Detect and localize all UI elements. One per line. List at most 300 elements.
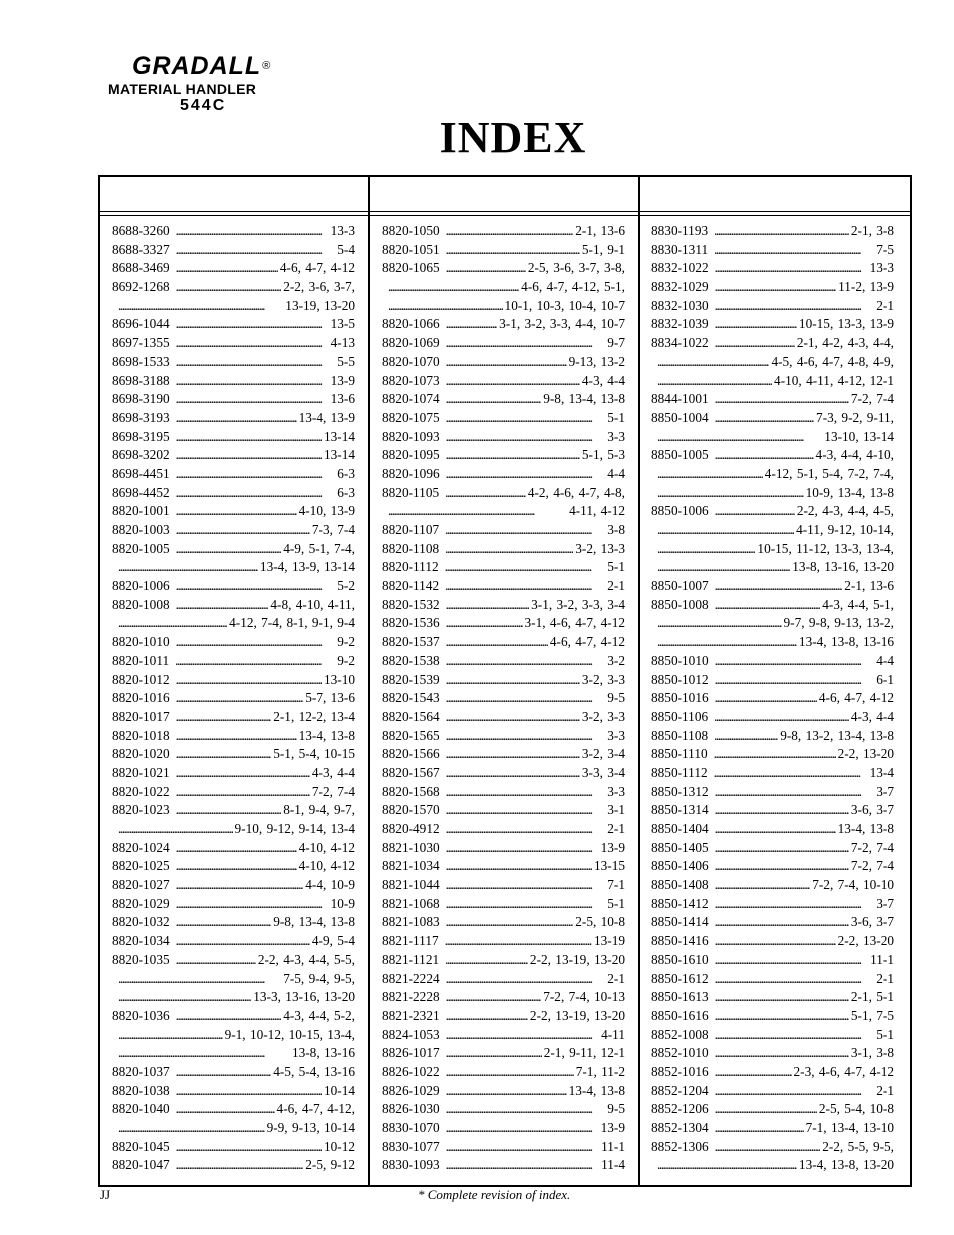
page-references: 4-4	[876, 652, 894, 668]
dot-leader	[446, 652, 606, 671]
dot-leader	[176, 895, 329, 914]
part-number: 8688-3469	[112, 260, 170, 276]
page-references: 3-2, 3-3	[581, 708, 625, 724]
registered-mark: ®	[262, 60, 272, 72]
part-number: 8850-1406	[651, 858, 709, 874]
index-entry	[382, 222, 625, 241]
index-entry	[382, 241, 625, 260]
part-number: 8830-1193	[651, 223, 709, 238]
dot-leader	[715, 1119, 804, 1138]
dot-leader	[715, 1063, 792, 1082]
page-references: 2-2, 13-20	[837, 933, 894, 949]
index-entry	[651, 353, 894, 372]
dot-leader	[715, 839, 849, 858]
dot-leader	[446, 783, 606, 802]
part-number: 8850-1314	[651, 802, 709, 818]
dot-leader	[176, 540, 282, 559]
page-references: 9-1, 10-12, 10-15, 13-4,	[224, 1026, 355, 1042]
index-entry	[651, 895, 894, 914]
part-number: 8850-1416	[651, 933, 709, 949]
dot-leader	[446, 820, 606, 839]
part-number: 8850-1414	[651, 914, 709, 930]
part-number: 8820-1543	[382, 690, 440, 706]
page-references: 3-2, 3-3	[581, 671, 625, 687]
index-entry	[112, 614, 355, 633]
dot-leader	[715, 334, 795, 353]
dot-leader	[446, 1044, 542, 1063]
page-references: 4-6, 4-7, 4-12	[549, 634, 625, 650]
page-references: 2-5, 10-8	[575, 914, 625, 930]
part-number: 8820-1108	[382, 540, 440, 556]
page-references: 3-8	[607, 522, 625, 537]
index-entry	[112, 1026, 355, 1045]
part-number: 8852-1008	[651, 1026, 709, 1042]
index-entry	[112, 652, 355, 671]
page-references: 13-4, 13-8, 13-16	[798, 634, 894, 650]
part-number: 8844-1001	[651, 391, 709, 407]
dot-leader	[176, 745, 272, 764]
part-number: 8820-1539	[382, 671, 440, 687]
page-references: 4-12, 5-1, 5-4, 7-2, 7-4,	[764, 465, 894, 481]
part-number: 8834-1022	[651, 335, 709, 351]
page-references: 7-2, 7-4, 10-10	[812, 877, 894, 893]
dot-leader	[715, 259, 868, 278]
part-number: 8850-1012	[651, 671, 709, 687]
index-entry	[651, 970, 894, 989]
dot-leader	[446, 708, 580, 727]
part-number: 8820-1051	[382, 241, 440, 257]
part-number: 8820-1016	[112, 690, 170, 706]
page-references: 4-3, 4-4, 5-1,	[822, 596, 894, 612]
dot-leader	[176, 1100, 275, 1119]
page-references: 13-8, 13-16	[291, 1045, 355, 1061]
part-number: 8852-1010	[651, 1045, 709, 1061]
index-entry	[112, 689, 355, 708]
page-references: 7-1, 13-4, 13-10	[805, 1120, 894, 1135]
page-references: 3-7	[876, 783, 894, 799]
page-references: 4-13	[330, 335, 355, 351]
page-references: 4-11, 4-12	[569, 503, 625, 519]
page-references: 4-6, 4-7, 4-12	[818, 690, 894, 706]
page-references: 9-8, 13-2, 13-4, 13-8	[780, 727, 894, 743]
page-references: 5-4	[337, 241, 355, 257]
index-entry	[382, 278, 625, 297]
part-number: 8850-1016	[651, 690, 709, 706]
dot-leader	[176, 727, 297, 746]
index-entry	[112, 596, 355, 615]
page-references: 5-1, 9-1	[581, 241, 625, 257]
index-entry	[651, 241, 894, 260]
dot-leader	[176, 577, 336, 596]
page-references: 9-2	[337, 634, 355, 650]
index-entry	[382, 1082, 625, 1101]
page-references: 4-10, 4-12	[298, 858, 355, 874]
part-number: 8820-1003	[112, 522, 170, 537]
dot-leader	[176, 764, 310, 783]
page-references: 13-3	[330, 223, 355, 238]
dot-leader	[176, 428, 322, 447]
index-entry	[651, 428, 894, 447]
dot-leader	[715, 671, 875, 690]
dot-leader	[446, 1100, 606, 1119]
page-references: 2-2, 5-5, 9-5,	[822, 1138, 894, 1154]
page-references: 2-1	[876, 1082, 894, 1098]
dot-leader	[714, 708, 849, 727]
index-entry	[112, 820, 355, 839]
page-references: 4-4, 10-9	[305, 877, 355, 893]
page-references: 2-5, 9-12	[305, 1157, 355, 1173]
part-number: 8850-1106	[651, 708, 709, 724]
page-references: 13-4, 13-8	[837, 821, 894, 836]
page-references: 2-1, 9-11, 12-1	[543, 1045, 625, 1061]
index-column-2	[382, 222, 625, 1175]
dot-leader	[715, 297, 875, 316]
index-entry	[651, 1082, 894, 1101]
part-number: 8820-1021	[112, 764, 170, 780]
index-entry	[112, 671, 355, 690]
index-entry	[112, 1119, 355, 1138]
page-references: 2-1	[607, 970, 625, 986]
part-number: 8850-1010	[651, 652, 709, 668]
index-entry	[651, 633, 894, 652]
part-number: 8830-1070	[382, 1120, 440, 1135]
index-entry	[382, 1026, 625, 1045]
page-references: 3-6, 3-7	[850, 802, 894, 818]
dot-leader	[715, 801, 849, 820]
part-number: 8832-1022	[651, 260, 709, 276]
dot-leader	[446, 801, 606, 820]
page-references: 4-5, 4-6, 4-7, 4-8, 4-9,	[771, 353, 894, 369]
index-entry	[382, 820, 625, 839]
index-entry	[382, 540, 625, 559]
index-entry	[651, 689, 894, 708]
page-references: 13-4, 13-8	[298, 727, 355, 743]
dot-leader	[446, 315, 498, 334]
part-number: 8692-1268	[112, 279, 170, 295]
page-references: 8-1, 9-4, 9-7,	[283, 802, 355, 818]
page-references: 4-10, 13-9	[298, 503, 355, 519]
index-entry	[382, 353, 625, 372]
page-references: 9-10, 9-12, 9-14, 13-4	[234, 821, 355, 836]
part-number: 8850-1312	[651, 783, 709, 799]
part-number: 8820-1069	[382, 335, 440, 351]
index-entry	[112, 783, 355, 802]
part-number: 8820-1532	[382, 596, 440, 612]
page-references: 4-11	[601, 1026, 625, 1042]
index-entry	[651, 932, 894, 951]
page-references: 13-9	[600, 839, 625, 855]
page-references: 3-2, 3-4	[581, 746, 625, 762]
dot-leader	[176, 689, 304, 708]
part-number: 8821-2224	[382, 970, 440, 986]
part-number: 8850-1612	[651, 970, 709, 986]
dot-leader	[176, 521, 310, 540]
dot-leader	[176, 334, 329, 353]
page-references: 4-3, 4-4, 4-10,	[815, 447, 894, 463]
index-entry	[112, 409, 355, 428]
index-entry	[651, 801, 894, 820]
dot-leader	[446, 334, 606, 353]
dot-leader	[446, 1063, 574, 1082]
part-number: 8698-4452	[112, 484, 170, 500]
dot-leader	[715, 988, 849, 1007]
part-number: 8820-1022	[112, 783, 170, 799]
part-number: 8820-1112	[382, 559, 439, 575]
index-entry	[382, 465, 625, 484]
page-references: 7-5, 9-4, 9-5,	[283, 970, 355, 986]
page-references: 5-2	[337, 578, 355, 594]
part-number: 8698-3195	[112, 428, 170, 444]
dot-leader	[118, 1119, 265, 1138]
dot-leader	[176, 502, 297, 521]
dot-leader	[657, 353, 769, 372]
index-entry	[651, 222, 894, 241]
index-entry	[382, 1044, 625, 1063]
dot-leader	[446, 1007, 528, 1026]
dot-leader	[715, 820, 836, 839]
index-entry	[382, 932, 625, 951]
index-entry	[112, 315, 355, 334]
dot-leader	[715, 1082, 875, 1101]
part-number: 8830-1311	[651, 241, 709, 257]
index-entry	[382, 614, 625, 633]
index-entry	[112, 334, 355, 353]
page-references: 2-5, 5-4, 10-8	[818, 1101, 894, 1117]
part-number: 8850-1610	[651, 951, 709, 967]
index-entry	[112, 353, 355, 372]
dot-leader	[445, 932, 592, 951]
page-references: 4-12, 7-4, 8-1, 9-1, 9-4	[229, 615, 355, 631]
page-references: 11-2, 13-9	[838, 279, 894, 295]
part-number: 8698-3193	[112, 409, 170, 425]
part-number: 8820-1095	[382, 447, 440, 463]
index-entry	[112, 1044, 355, 1063]
page-references: 7-2, 7-4, 10-13	[543, 989, 625, 1005]
part-number: 8821-1068	[382, 895, 440, 911]
part-number: 8820-1034	[112, 933, 170, 949]
dot-leader	[176, 484, 336, 503]
dot-leader	[446, 1026, 599, 1045]
dot-leader	[446, 633, 548, 652]
page-references: 9-5	[607, 1101, 625, 1117]
index-entry	[112, 259, 355, 278]
dot-leader	[445, 577, 605, 596]
dot-leader	[446, 895, 606, 914]
dot-leader	[176, 241, 336, 260]
part-number: 8826-1017	[382, 1045, 440, 1061]
page-references: 2-2, 4-3, 4-4, 4-5,	[796, 503, 894, 519]
index-entry	[651, 484, 894, 503]
page-references: 7-3, 7-4	[311, 522, 355, 537]
part-number: 8820-1037	[112, 1063, 170, 1079]
index-entry	[382, 1007, 625, 1026]
page-references: 4-3, 4-4, 5-2,	[283, 1007, 355, 1023]
dot-leader	[715, 913, 849, 932]
index-entry	[382, 1138, 625, 1157]
index-entry	[651, 652, 894, 671]
index-entry	[651, 783, 894, 802]
dot-leader	[176, 259, 278, 278]
part-number: 8820-1036	[112, 1007, 170, 1023]
index-entry	[112, 222, 355, 241]
part-number: 8850-1110	[651, 746, 708, 762]
part-number: 8850-1004	[651, 409, 709, 425]
page-references: 10-14	[323, 1082, 355, 1098]
page-references: 13-4	[869, 764, 894, 780]
page-references: 2-2, 13-19, 13-20	[529, 1007, 625, 1023]
brand-model: 544C	[180, 97, 227, 114]
page-references: 9-2	[337, 652, 355, 668]
index-entry	[382, 484, 625, 503]
dot-leader	[446, 241, 580, 260]
dot-leader	[715, 577, 843, 596]
dot-leader	[446, 913, 574, 932]
part-number: 8821-1044	[382, 877, 440, 893]
dot-leader	[715, 951, 868, 970]
dot-leader	[657, 558, 790, 577]
index-entry	[112, 372, 355, 391]
index-entry	[651, 521, 894, 540]
dot-leader	[715, 1138, 821, 1157]
page-references: 5-1, 5-4, 10-15	[273, 746, 355, 762]
index-entry	[382, 857, 625, 876]
index-entry	[112, 708, 355, 727]
dot-leader	[176, 839, 297, 858]
dot-leader	[446, 988, 542, 1007]
page-references: 2-1	[607, 821, 625, 836]
index-entry	[112, 278, 355, 297]
dot-leader	[176, 857, 297, 876]
dot-leader	[657, 484, 804, 503]
dot-leader	[118, 1026, 223, 1045]
dot-leader	[176, 633, 336, 652]
page-references: 6-3	[337, 484, 355, 500]
dot-leader	[657, 521, 794, 540]
page-references: 7-5	[876, 241, 894, 257]
page-references: 13-5	[330, 316, 355, 332]
page-references: 2-2, 13-20	[837, 746, 894, 762]
index-entry	[651, 596, 894, 615]
page-references: 3-6, 3-7	[850, 914, 894, 930]
dot-leader	[176, 1007, 282, 1026]
dot-leader	[388, 297, 503, 316]
index-entry	[382, 1156, 625, 1175]
index-entry	[382, 372, 625, 391]
index-entry	[112, 1063, 355, 1082]
dot-leader	[176, 409, 297, 428]
part-number: 8820-1564	[382, 708, 440, 724]
part-number: 8696-1044	[112, 316, 170, 332]
dot-leader	[715, 1026, 875, 1045]
dot-leader	[715, 1044, 849, 1063]
part-number: 8850-1412	[651, 895, 709, 911]
index-table	[98, 175, 912, 1187]
part-number: 8820-1047	[112, 1157, 170, 1173]
page-references: 9-5	[607, 690, 625, 706]
part-number: 8820-1035	[112, 951, 170, 967]
page-references: 13-9	[600, 1120, 625, 1135]
part-number: 8820-4912	[382, 821, 440, 836]
part-number: 8820-1066	[382, 316, 440, 332]
index-entry	[112, 764, 355, 783]
page-references: 2-1, 5-1	[850, 989, 894, 1005]
part-number: 8688-3327	[112, 241, 170, 257]
index-entry	[112, 465, 355, 484]
dot-leader	[446, 727, 606, 746]
index-entry	[112, 895, 355, 914]
index-entry	[112, 558, 355, 577]
index-entry	[382, 671, 625, 690]
index-entry	[112, 502, 355, 521]
index-entry	[112, 1082, 355, 1101]
dot-leader	[715, 932, 836, 951]
part-number: 8820-1040	[112, 1101, 170, 1117]
page-references: 4-3, 4-4	[581, 372, 625, 388]
part-number: 8698-3202	[112, 447, 170, 463]
part-number: 8821-1121	[382, 951, 440, 967]
part-number: 8820-1029	[112, 895, 170, 911]
part-number: 8821-1030	[382, 839, 440, 855]
dot-leader	[446, 764, 580, 783]
index-entry	[651, 540, 894, 559]
part-number: 8852-1016	[651, 1063, 709, 1079]
column-divider	[368, 177, 370, 1185]
part-number: 8826-1029	[382, 1082, 440, 1098]
page-references: 2-3, 4-6, 4-7, 4-12	[793, 1063, 894, 1079]
part-number: 8820-1567	[382, 764, 440, 780]
dot-leader	[714, 764, 868, 783]
page-references: 13-3, 13-16, 13-20	[253, 989, 355, 1005]
index-entry	[382, 1100, 625, 1119]
part-number: 8852-1306	[651, 1138, 709, 1154]
part-number: 8826-1030	[382, 1101, 440, 1117]
index-entry	[382, 764, 625, 783]
index-entry	[651, 1026, 894, 1045]
dot-leader	[446, 372, 580, 391]
index-entry	[651, 1119, 894, 1138]
page-references: 13-4, 13-9	[298, 409, 355, 425]
dot-leader	[446, 614, 523, 633]
dot-leader	[176, 708, 272, 727]
page-references: 9-7, 9-8, 9-13, 13-2,	[783, 615, 894, 631]
part-number: 8850-1007	[651, 578, 709, 594]
dot-leader	[715, 1100, 817, 1119]
part-number: 8850-1616	[651, 1007, 709, 1023]
page-references: 13-19, 13-20	[285, 297, 355, 313]
index-entry	[382, 689, 625, 708]
page-references: 2-5, 3-6, 3-7, 3-8,	[527, 260, 625, 276]
page-references: 5-5	[337, 353, 355, 369]
index-entry	[382, 913, 625, 932]
dot-leader	[446, 465, 606, 484]
index-entry	[651, 820, 894, 839]
index-entry	[382, 315, 625, 334]
index-entry	[382, 502, 625, 521]
index-entry	[651, 614, 894, 633]
page-references: 4-3, 4-4	[850, 708, 894, 724]
index-entry	[112, 540, 355, 559]
part-number: 8830-1077	[382, 1138, 440, 1154]
dot-leader	[176, 783, 310, 802]
index-entry	[651, 913, 894, 932]
page-references: 13-4, 13-8, 13-20	[798, 1157, 894, 1173]
dot-leader	[714, 241, 874, 260]
part-number: 8852-1206	[651, 1101, 709, 1117]
part-number: 8688-3260	[112, 223, 170, 238]
dot-leader	[445, 484, 526, 503]
index-entry	[651, 334, 894, 353]
part-number: 8820-1570	[382, 802, 440, 818]
